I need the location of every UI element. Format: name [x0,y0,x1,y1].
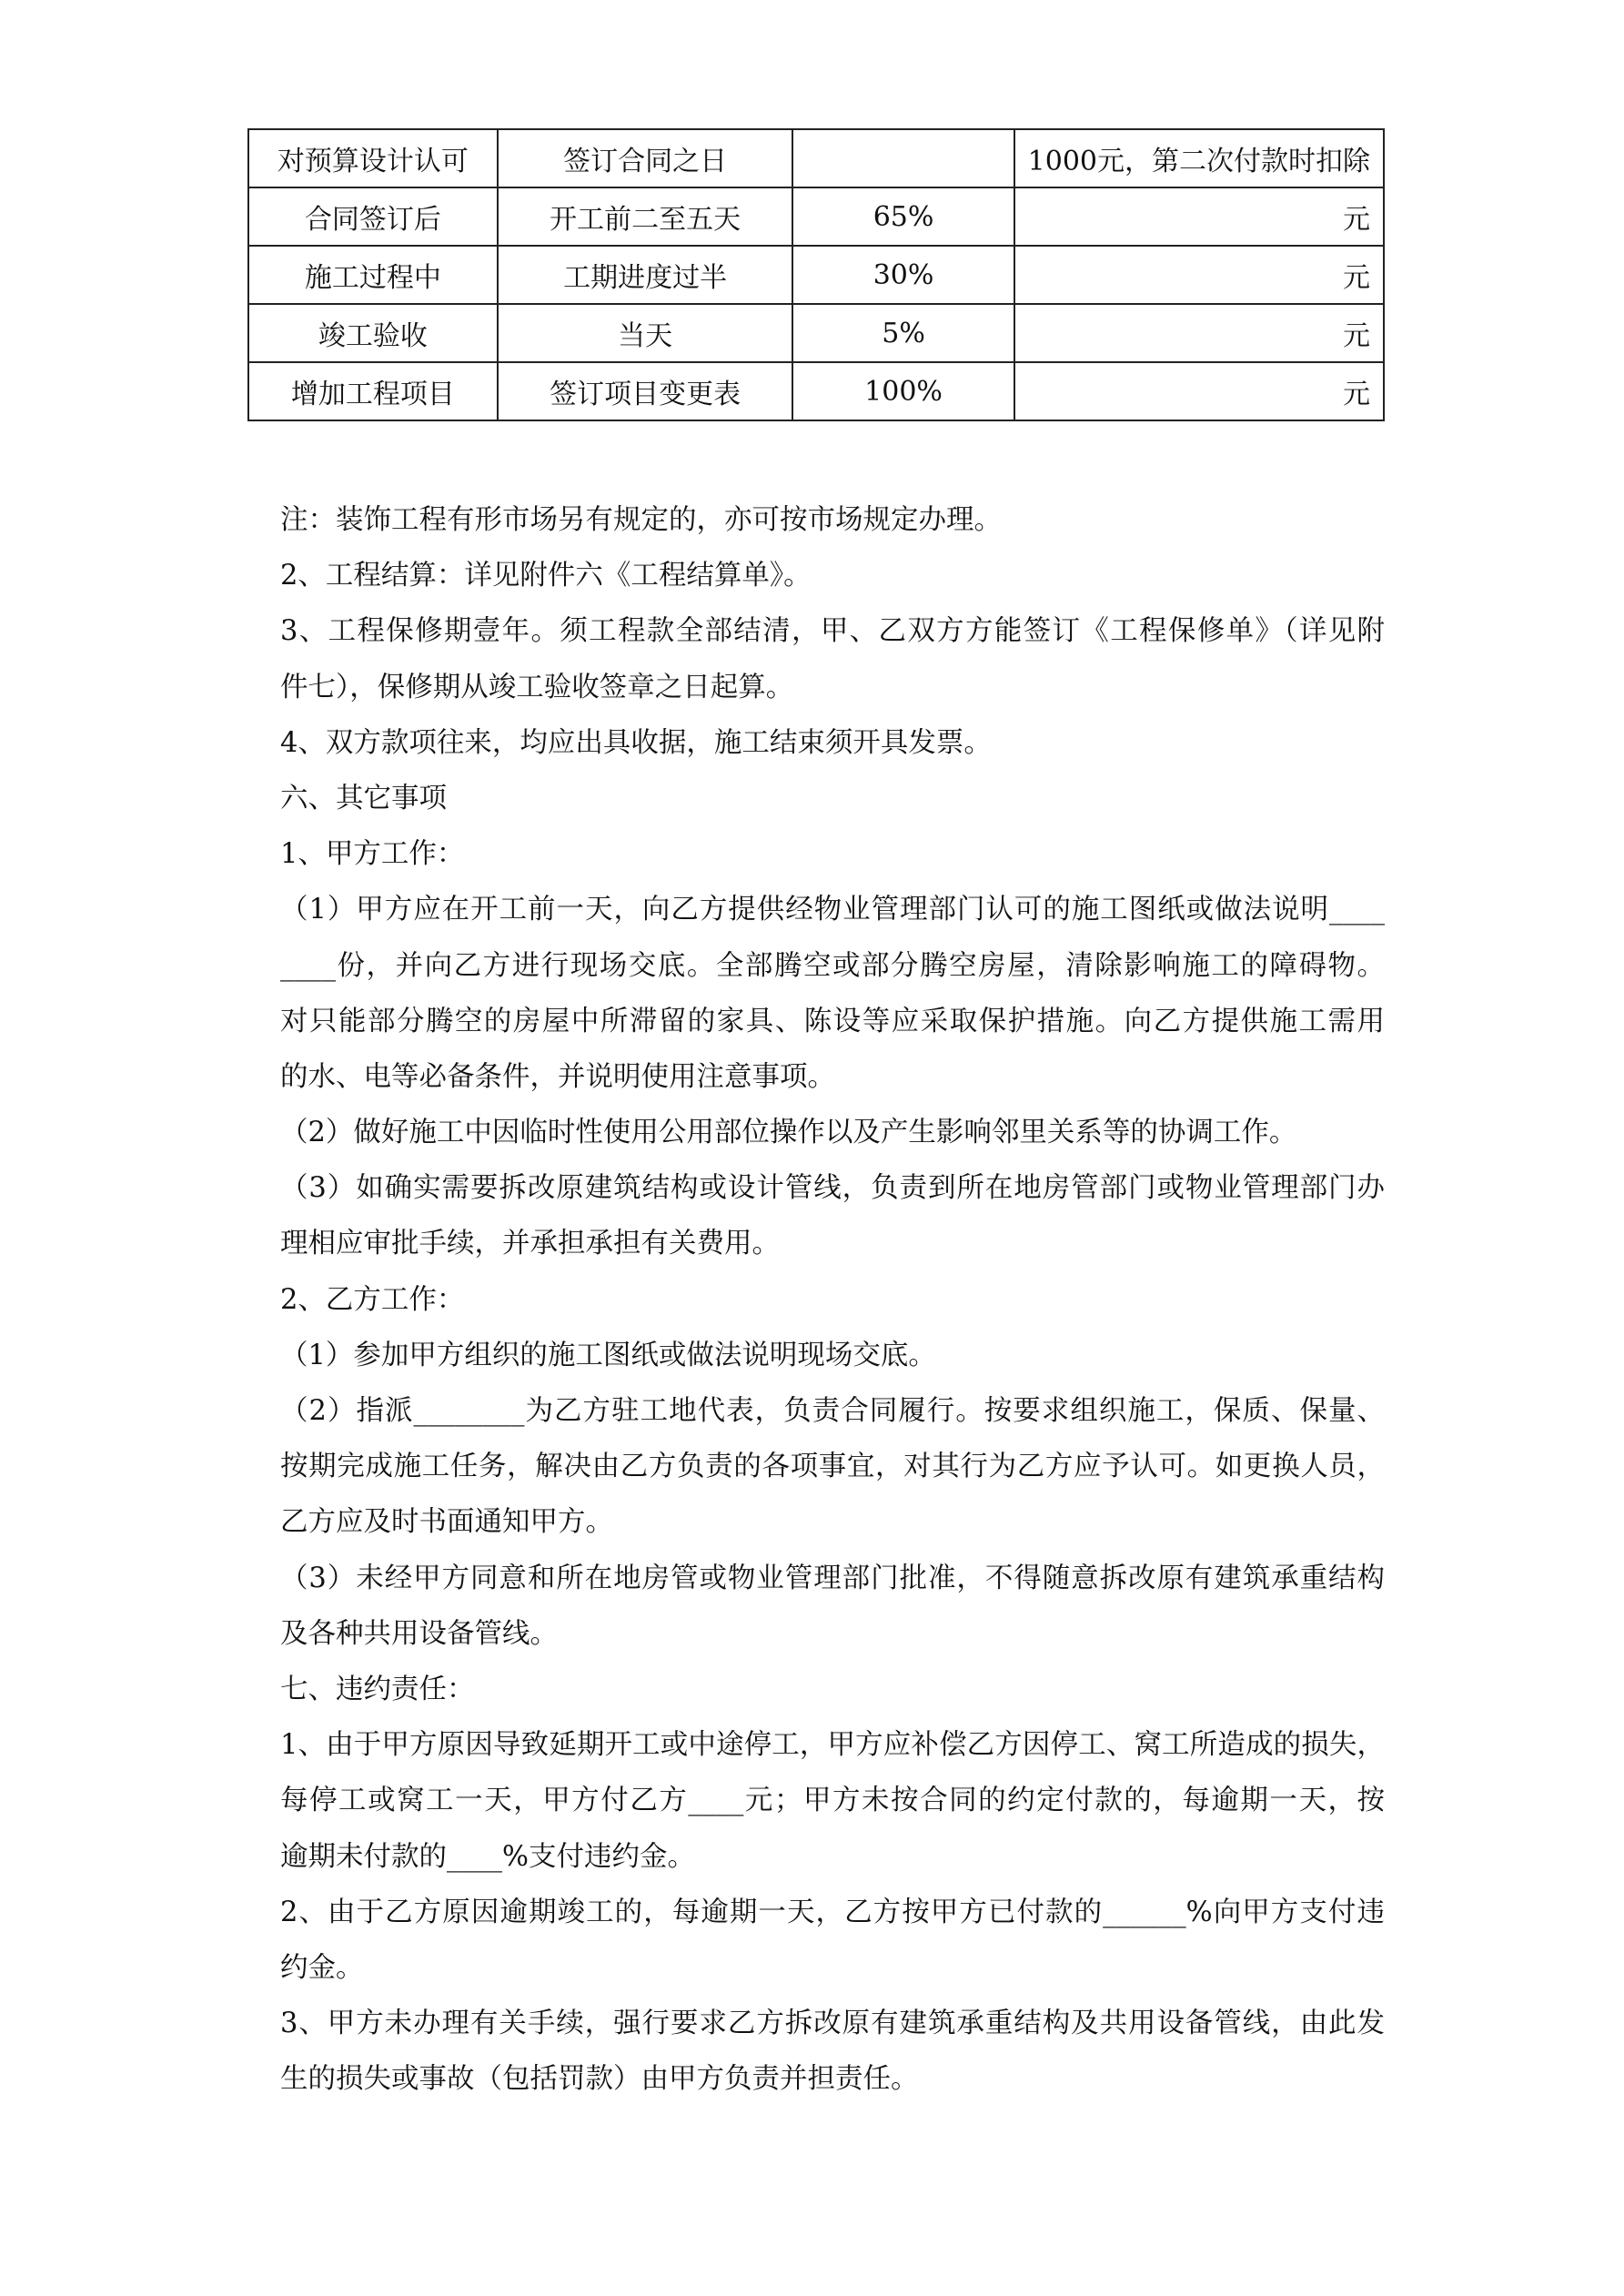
table-cell: 对预算设计认可 [248,129,498,187]
text-line: 2、工程结算：详见附件六《工程结算单》。 [280,560,812,592]
table-cell: 65% [792,187,1014,246]
table-cell: 元 [1014,304,1384,362]
text-line: 3、甲方未办理有关手续，强行要求乙方拆改原有建筑承重结构及共用设备管线，由此发 [280,2008,1385,2040]
table-cell: 工期进度过半 [498,246,793,304]
text-line: 逾期未付款的____%支付违约金。 [280,1840,695,1873]
table-cell: 30% [792,246,1014,304]
table-cell: 开工前二至五天 [498,187,793,246]
text-line: （2）做好施工中因临时性使用公用部位操作以及产生影响邻里关系等的协调工作。 [280,1117,1297,1149]
text-line: 生的损失或事故（包括罚款）由甲方负责并担责任。 [280,2063,919,2096]
table-cell: 签订合同之日 [498,129,793,187]
text-line: （3）未经甲方同意和所在地房管或物业管理部门批准，不得随意拆改原有建筑承重结构 [280,1562,1385,1594]
table-cell: 签订项目变更表 [498,362,793,420]
text-line: 1、甲方工作： [280,838,465,871]
text-line: 六、其它事项 [280,782,447,814]
text-line: 按期完成施工任务，解决由乙方负责的各项事宜，对其行为乙方应予认可。如更换人员， [280,1451,1385,1483]
text-line: 每停工或窝工一天，甲方付乙方____元；甲方未按合同的约定付款的，每逾期一天，按 [280,1785,1385,1817]
text-line: 对只能部分腾空的房屋中所滞留的家具、陈设等应采取保护措施。向乙方提供施工需用 [280,1005,1385,1037]
table-cell: 100% [792,362,1014,420]
table-cell: 增加工程项目 [248,362,498,420]
table-cell: 5% [792,304,1014,362]
table-cell: 元 [1014,187,1384,246]
text-line: 的水、电等必备条件，并说明使用注意事项。 [280,1060,835,1093]
text-line: 3、工程保修期壹年。须工程款全部结清，甲、乙双方方能签订《工程保修单》（详见附 [280,615,1385,648]
text-line: 注：装饰工程有形市场另有规定的，亦可按市场规定办理。 [280,504,1002,536]
table-row [248,187,1384,246]
text-line: 2、由于乙方原因逾期竣工的，每逾期一天，乙方按甲方已付款的______%向甲方支付违 [280,1896,1385,1928]
text-line: （2）指派________为乙方驻工地代表，负责合同履行。按要求组织施工，保质、保量、 [280,1395,1385,1427]
table-row [248,304,1384,362]
text-line: 约金。 [280,1951,364,1984]
text-line: 及各种共用设备管线。 [280,1617,558,1650]
text-line: 件七），保修期从竣工验收签章之日起算。 [280,671,794,703]
table-cell [792,129,1014,187]
table-cell: 当天 [498,304,793,362]
text-line: 乙方应及时书面通知甲方。 [280,1506,613,1539]
text-line: 1、由于甲方原因导致延期开工或中途停工，甲方应补偿乙方因停工、窝工所造成的损失， [280,1729,1385,1762]
text-line: 七、违约责任： [280,1673,475,1705]
table-row [248,362,1384,420]
text-line: ____份，并向乙方进行现场交底。全部腾空或部分腾空房屋，清除影响施工的障碍物。 [280,949,1385,982]
text-line: （1）参加甲方组织的施工图纸或做法说明现场交底。 [280,1339,936,1371]
table-cell: 施工过程中 [248,246,498,304]
table-cell: 元 [1014,362,1384,420]
table-cell: 1000元，第二次付款时扣除 [1014,129,1384,187]
table-cell: 竣工验收 [248,304,498,362]
table-row [248,129,1384,187]
text-line: 4、双方款项往来，均应出具收据，施工结束须开具发票。 [280,726,992,759]
text-line: 理相应审批手续，并承担承担有关费用。 [280,1228,780,1260]
text-line: （1）甲方应在开工前一天，向乙方提供经物业管理部门认可的施工图纸或做法说明____ [280,894,1385,926]
text-line: （3）如确实需要拆改原建筑结构或设计管线，负责到所在地房管部门或物业管理部门办 [280,1172,1385,1205]
document-body [280,492,1385,2107]
payment-schedule-table [247,128,1385,421]
text-line: 2、乙方工作： [280,1283,465,1316]
table-row [248,246,1384,304]
table-cell: 合同签订后 [248,187,498,246]
table-cell: 元 [1014,246,1384,304]
